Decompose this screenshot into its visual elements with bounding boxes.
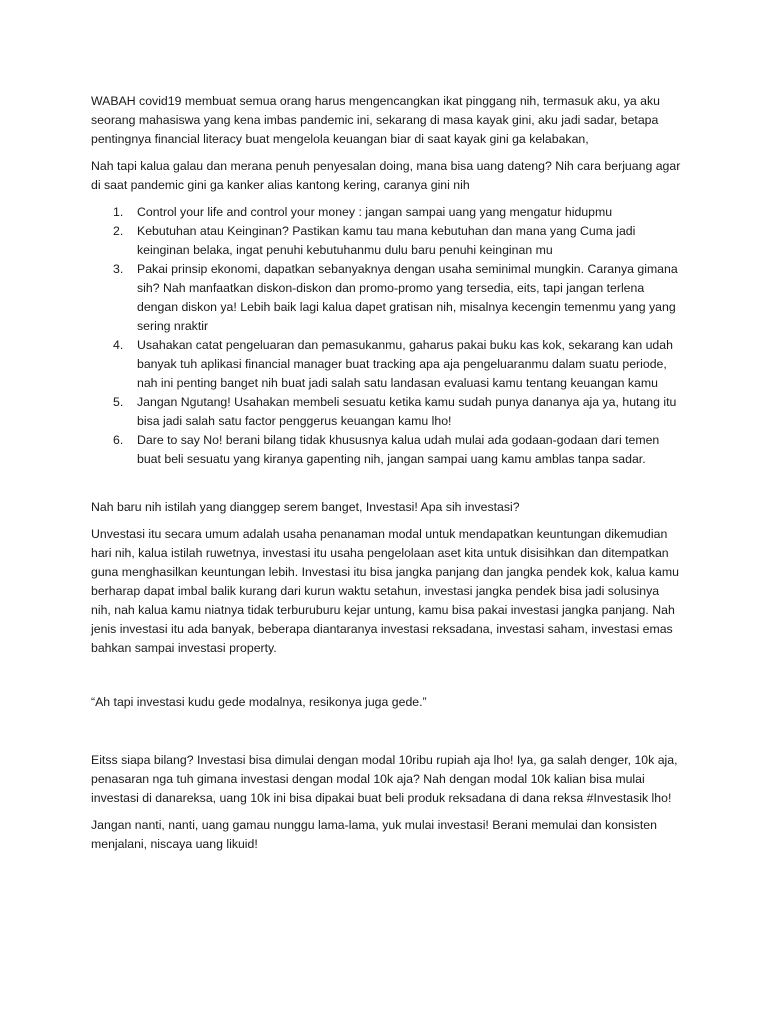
document-page <box>91 92 681 862</box>
list-item <box>91 260 681 336</box>
list-item <box>91 222 681 260</box>
list-item-number: 1. <box>113 205 124 219</box>
list-item-text: Jangan Ngutang! Usahakan membeli sesuatu ketika kamu sudah punya dananya aja ya, hutang itu bisa jadi salah satu factor penggerus keuangan kamu lho! <box>137 395 677 428</box>
spacer <box>91 469 681 498</box>
list-item-text: Dare to say No! berani bilang tidak khususnya kalua udah mulai ada godaan-godaan dari temen buat beli sesuatu yang kiranya gapenting nih, jangan sampai uang kamu amblas tanpa sadar. <box>137 433 660 466</box>
list-item-text: Pakai prinsip ekonomi, dapatkan sebanyaknya dengan usaha seminimal mungkin. Caranya gimana sih? Nah manfaatkan diskon-diskon dan promo-promo yang tersedia, eits, tapi jangan terlena dengan diskon ya! Lebih baik lagi kalua dapet gratisan nih, misalnya kecengin temenmu yang yang sering nraktir <box>137 262 678 333</box>
quote: “Ah tapi investasi kudu gede modalnya, resikonya juga gede.” <box>91 695 427 709</box>
list-item <box>91 336 681 393</box>
list-item <box>91 431 681 469</box>
list-item-text: Kebutuhan atau Keinginan? Pastikan kamu tau mana kebutuhan dan mana yang Cuma jadi keinginan belaka, ingat penuhi kebutuhanmu dulu baru penuhi keinginan mu <box>137 224 636 257</box>
list-item-number: 3. <box>113 262 124 276</box>
spacer <box>91 666 681 693</box>
invest-definition: Unvestasi itu secara umum adalah usaha penanaman modal untuk mendapatkan keuntungan dikemudian hari nih, kalua istilah ruwetnya, investasi itu usaha pengelolaan aset kita untuk disisihkan dan ditempatkan guna menghasilkan keuntungan lebih. Investasi itu bisa jangka panjang dan jangka pendek kok, kalua kamu berharap dapat imbal balik kurang dari kurun waktu setahun, investasi jangka pendek bisa jadi solusinya nih, nah kalua kamu niatnya tidak terburuburu kejar untung, kamu bisa pakai investasi jangka panjang. Nah jenis investasi itu ada banyak, beberapa diantaranya investasi reksadana, investasi saham, investasi emas bahkan sampai investasi property. <box>91 527 679 655</box>
intro-paragraph-1: WABAH covid19 membuat semua orang harus mengencangkan ikat pinggang nih, termasuk aku, ya aku seorang mahasiswa yang kena imbas pandemic ini, sekarang di masa kayak gini, aku jadi sadar, betapa pentingnya financial literacy buat mengelola keuangan biar di saat kayak gini ga kelabakan, <box>91 94 660 146</box>
list-item-number: 5. <box>113 395 124 409</box>
tips-list <box>91 203 681 469</box>
spacer <box>91 720 681 751</box>
list-item-text: Usahakan catat pengeluaran dan pemasukanmu, gaharus pakai buku kas kok, sekarang kan udah banyak tuh aplikasi financial manager buat tracking apa aja pengeluaranmu dalam suatu periode, nah ini penting banget nih buat jadi salah satu landasan evaluasi kamu tentang keuangan kamu <box>137 338 673 390</box>
intro-paragraph-2: Nah tapi kalua galau dan merana penuh penyesalan doing, mana bisa uang dateng? Nih cara berjuang agar di saat pandemic gini ga kanker alias kantong kering, caranya gini nih <box>91 159 681 192</box>
list-item <box>91 393 681 431</box>
rebuttal-paragraph: Eitss siapa bilang? Investasi bisa dimulai dengan modal 10ribu rupiah aja lho! Iya, ga salah denger, 10k aja, penasaran nga tuh gimana investasi dengan modal 10k aja? Nah dengan modal 10k kalian bisa mulai investasi di danareksa, uang 10k ini bisa dipakai buat beli produk reksadana di dana reksa #Investasik lho! <box>91 753 678 805</box>
closing-paragraph: Jangan nanti, nanti, uang gamau nunggu lama-lama, yuk mulai investasi! Berani memulai dan konsisten menjalani, niscaya uang likuid! <box>91 818 657 851</box>
list-item-number: 2. <box>113 224 124 238</box>
list-item-text: Control your life and control your money : jangan sampai uang yang mengatur hidupmu <box>137 205 613 219</box>
invest-question: Nah baru nih istilah yang dianggep serem banget, Investasi! Apa sih investasi? <box>91 500 520 514</box>
list-item <box>91 203 681 222</box>
list-item-number: 6. <box>113 433 124 447</box>
list-item-number: 4. <box>113 338 124 352</box>
